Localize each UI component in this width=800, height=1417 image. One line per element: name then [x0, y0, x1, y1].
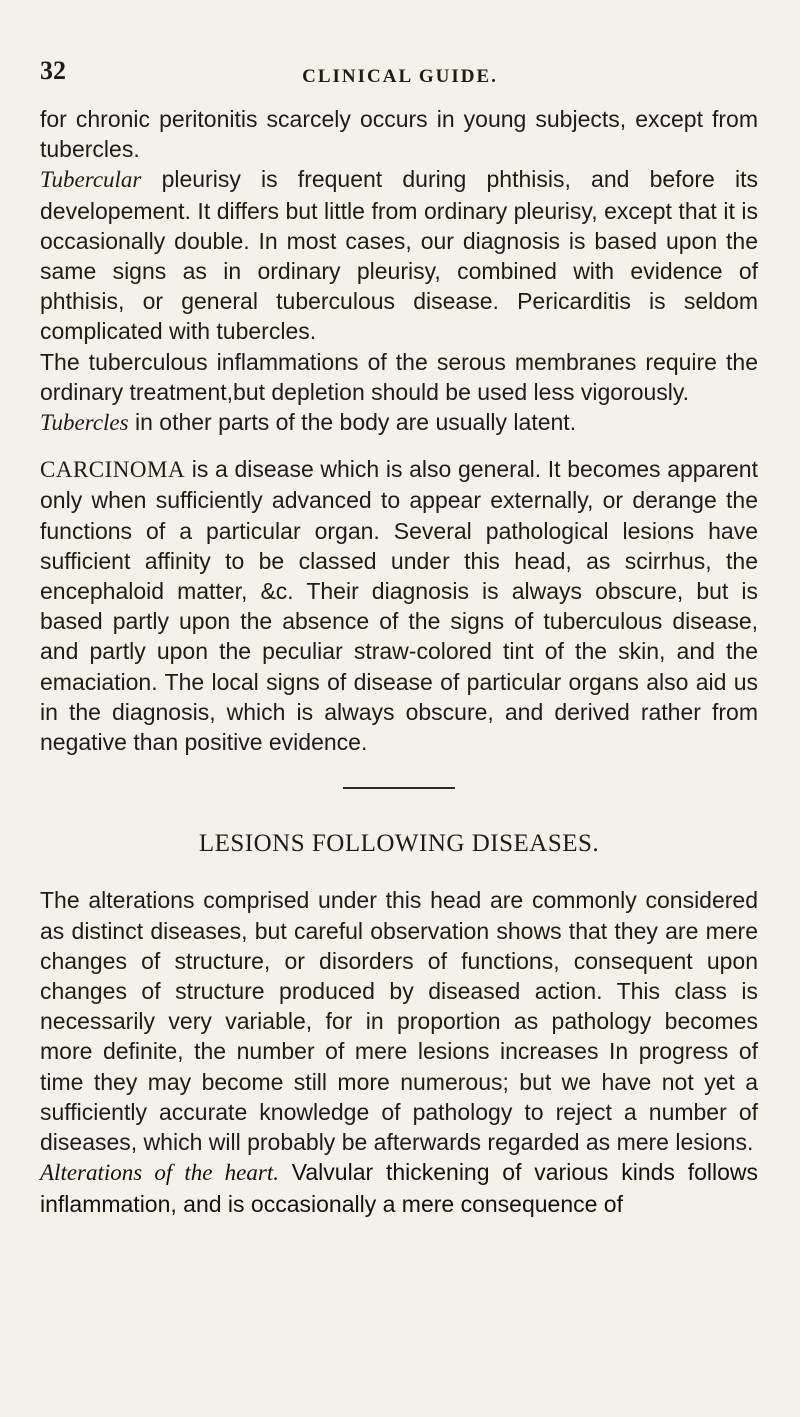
page-number: 32 — [40, 56, 66, 85]
section-divider — [343, 787, 455, 789]
section-heading: LESIONS FOLLOWING DISEASES. — [198, 830, 600, 858]
paragraph-text: in other parts of the body are usually latent. — [128, 409, 577, 436]
paragraph-lesions-intro: The alterations comprised under this head are commonly considered as distinct diseases, but careful observation shows that they are mere changes of structure, or disorders of functions, consequent upon changes of structure produced by diseased action. This class is necessarily very variable, for in proportion as pathology becomes more definite, the number of mere lesions increases In progress of time they may become still more numerous; but we have not yet a sufficiently accurate knowledge of pathology to reject a number of diseases, which will probably be afterwards regarded as mere lesions. — [40, 887, 758, 1156]
paragraph-text: pleurisy is frequent during phthisis, and before its developement. It differs but little from ordinary pleurisy, except that it is occasionally double. In most cases, our diagnosis is based upon the same signs as in ordinary pleurisy, combined with evidence of phthisis, or general tuberculous disease. Pericarditis is seldom complicated with tubercles. — [40, 166, 758, 345]
paragraph-tubercular-pleurisy — [40, 164, 758, 346]
running-head: CLINICAL GUIDE. — [302, 66, 498, 87]
paragraph-peritonitis: for chronic peritonitis scarcely occurs in young subjects, except from tubercles. — [40, 106, 758, 163]
paragraph-text: is a disease which is also general. It becomes apparent only when sufficiently advanced to appear externally, or derange the functions of a particular organ. Several pathological lesions have sufficient affinity to be classed under this head, as scirrhus, the encephaloid matter, &c. Their diagnosis is always obscure, but is based partly upon the absence of the signs of tuberculous disease, and partly upon the peculiar straw-colored tint of the skin, and the emaciation. The local signs of disease of particular organs also aid us in the diagnosis, which is always obscure, and derived rather from negative than positive evidence. — [40, 456, 758, 756]
paragraph-serous-inflammations: The tuberculous inflammations of the serous membranes require the ordinary treatment,but depletion should be used less vigorously. — [40, 348, 758, 405]
paragraph-tubercles-latent — [40, 407, 758, 438]
paragraph-text: Valvular thickening of various kinds follows inflammation, and is occasionally a mere consequence of — [40, 1159, 758, 1217]
lead-term-alterations: Alterations of the heart. — [40, 1160, 279, 1186]
body-text — [40, 104, 758, 1219]
paragraph-alterations-heart — [40, 1157, 758, 1218]
lead-term-carcinoma: CARCINOMA — [40, 457, 186, 483]
paragraph-carcinoma — [40, 454, 758, 757]
lead-term-tubercular: Tubercular — [40, 167, 142, 193]
lead-term-tubercles: Tubercles — [40, 410, 129, 436]
